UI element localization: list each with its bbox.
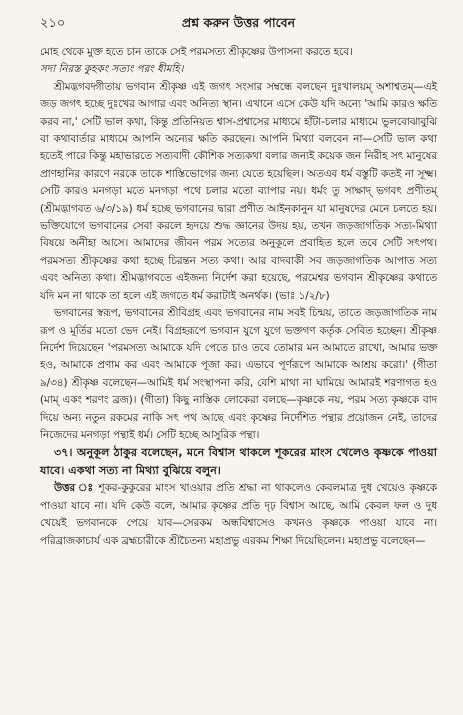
answer-paragraph: [40, 480, 437, 550]
paragraph: মোহ থেকে মুক্ত হতে চান তাকে সেই পরমসত্য শ্রীকৃষ্ণের উপাসনা করতে হবে।: [40, 46, 353, 58]
answer-text: শূকর-কুকুরের মাংস খাওয়ার প্রতি শ্রদ্ধা না থাকলেও কেবলমাত্র দুধ খেয়েও কৃষ্ণকে পাওয়া যাবে না। যদি কেউ বলে, আমার কৃষ্ণের প্রতি দৃঢ় বিশ্বাস আছে, আমি কেবল ফল ও দুধ খেয়েই ভগবানকে পেয়ে যাব—সেরকম অন্ধবিশ্বাসেও কখনও কৃষ্ণকে পাওয়া যাবে না। পরিব্রাজকাচার্য এক ব্রহ্মচারীকে শ্রীচৈতন্য মহাপ্রভু এরকম শিক্ষা দিয়েছিলেন। মহাপ্রভু বলেছেন—: [40, 482, 437, 547]
page-body: [40, 44, 437, 550]
answer-label: উত্তর ঃ: [54, 482, 95, 495]
page-header: [40, 14, 437, 36]
running-title: প্রশ্ন করুন উত্তর পাবেন: [181, 15, 296, 30]
sanskrit-quote: সদা নিরস্ত কুহকং সত্যং পরং ধীমহি।: [40, 63, 184, 76]
page-number: ২১০: [40, 16, 66, 31]
paragraph: ভগবানের স্বরূপ, ভগবানের শ্রীবিগ্রহ এবং ভগবানের নাম সবই চিন্ময়, তাতে জড়জাগতিক নাম রূপ ও মূর্তির মতো ভেদ নেই। বিগ্রহরূপে ভগবান যুগে যুগে ভক্তগণ কর্তৃক সেবিত হচ্ছেন। শ্রীকৃষ্ণ নির্দেশ দিয়েছেন 'পরমসত্য আমাকে যদি পেতে চাও তবে তোমার মন আমাতে রাখো, আমার ভক্ত হও, আমাকে প্রণাম কর এবং আমাকে পূজা কর। এভাবে পূর্ণরূপে আমাকে আশ্রয় করো।' (গীতা ৯/৩৪) শ্রীকৃষ্ণ বলেছেন—আমিই ধর্ম সংস্থাপনা করি, বেশি মাথা না ঘামিয়ে আমারই শরণাগত হও (মাম্ একং শরণং ব্রজ)। (গীতা) কিছু নাস্তিক লোকেরা বলছে—কৃষ্ণকে নয়, পরম সত্য কৃষ্ণকে বাদ দিয়ে অন্য নতুন রকমের নাকি সৎ পথ আছে এবং কৃষ্ণের নির্দেশিত পন্থার প্রয়োজন নেই, তাদের নিজেদের মনগড়া পন্থাই ধর্ম। সেটি হচ্ছে আসুরিক পন্থা।: [40, 307, 437, 441]
question-heading: ৩৭। অনুকূল ঠাকুর বলেছেন, মনে বিশ্বাস থাকলে শূকরের মাংস খেলেও কৃষ্ণকে পাওয়া যাবে। একথা সত্য না মিথ্যা বুঝিয়ে বলুন।: [40, 446, 437, 478]
paragraph: শ্রীমদ্ভগবদ্গীতায় ভগবান শ্রীকৃষ্ণ এই জগৎ সংসার সম্বন্ধে বলছেন দুঃখালয়ম্ অশাশ্বতম্—এই জড় জগৎ হচ্ছে দুঃখের আগার এবং অনিত্য স্থান। এখানে এসে কেউ যদি অন্যে 'আমি কারও ক্ষতি করব না,' সেটি ভাল কথা, কিন্তু প্রতিনিয়ত শ্বাস-প্রশ্বাসের মাধ্যমে হাঁটা-চলার মাধ্যমে ভুলবোঝাবুঝি বা কথাবার্তার মাধ্যমে আপনি অন্যের ক্ষতি করছেন। আপনি মিথ্যা বলবেন না—সেটি ভাল কথা হতেই পারে কিন্তু মহাভারতে সত্যবাদী কৌশিক সত্যকথা বলার জন্যই কয়েক জন নিরীহ সৎ মানুষের প্রাণহানির কারণে নরকে তাকে শাস্তিভোগের জন্য যেতে হয়েছিল। অতএব ধর্ম বস্তুটি কতই না সূক্ষ্ম। সেটি কারও মনগড়া মতে মনগড়া পথে চলার মতো ব্যাপার নয়। ধর্মং তু সাক্ষাদ্ ভগবৎ প্রণীতম্ (শ্রীমদ্ভাগবত ৬/৩/১৯) ধর্ম হচ্ছে ভগবানের দ্বারা প্রণীত আইনকানুন যা মানুষদের মেনে চলতে হয়। ভক্তিযোগে ভগবানের সেবা করলে হৃদয়ে শুদ্ধ জ্ঞানের উদয় হয়, তখন জড়জাগতিক সত্য-মিথ্যা বিষয়ে অনীহা আসে। আমাদের জীবন পরম সত্যের অনুকূলে প্রবাহিত হলে তবে সেটি সৎপথ। পরমসত্য শ্রীকৃষ্ণের কথা হচ্ছে চিরন্তন সত্য কথা। আর বাদবাকী সব জড়জাগতিক আপাত সত্য এবং অনিত্য কথা। শ্রীমদ্ভাগবতে এইজন্য নির্দেশ করা হয়েছে, পরমেশ্বর ভগবান শ্রীকৃষ্ণের কথাতে যদি মন না থাকে তা হলে এই জগতে ধর্ম করাটাই অনর্থক। (ভাঃ ১/২/৮): [40, 80, 437, 302]
